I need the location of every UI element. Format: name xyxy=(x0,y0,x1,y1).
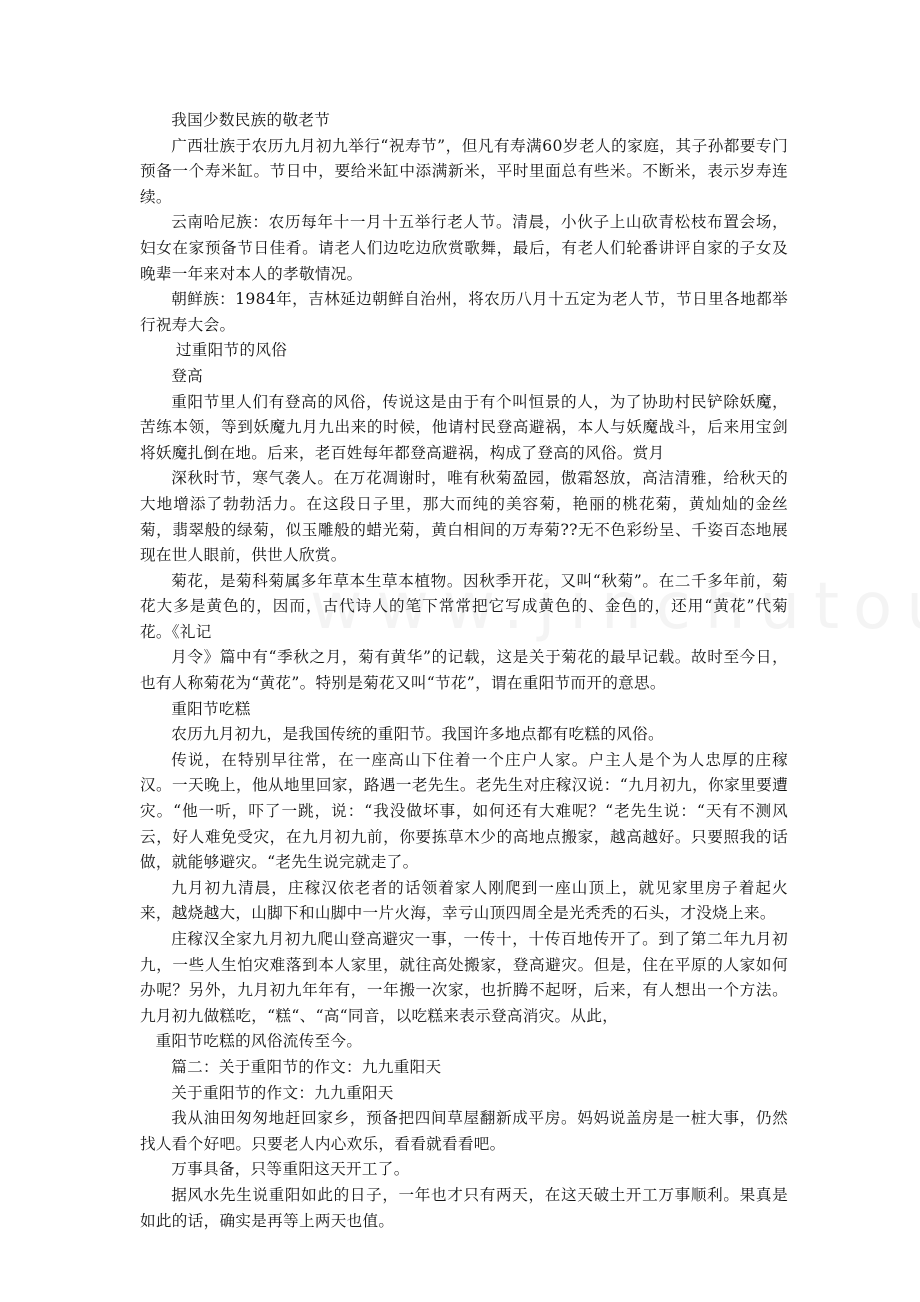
paragraph-custom-continues: 重阳节吃糕的风俗流传至今。 xyxy=(155,1032,363,1051)
paragraph-ninth-day: 农历九月初九，是我国传统的重阳节。我国许多地点都有吃糕的风俗。 xyxy=(171,725,664,744)
paragraph-hani: 云南哈尼族：农历每年十一月十五举行老人节。清晨，小伙子上山砍青松枝布置会场，妇女在家预备节日佳肴。请老人们边吃边欣赏歌舞，最后，有老人们轮番讲评自家的子女及晚辈一年来对本人的孝敬情况。 xyxy=(140,213,788,283)
paragraph-chrysanthemum-season: 深秋时节，寒气袭人。在万花凋谢时，唯有秋菊盈园，傲霜怒放，高洁清雅，给秋天的大地增添了勃勃活力。在这段日子里，那大而纯的美容菊，艳丽的桃花菊，黄灿灿的金丝菊，翡翠般的绿菊，似玉雕般的蜡光菊，黄白相间的万寿菊??无不色彩纷呈、千姿百态地展现在世人眼前，供世人欣赏。 xyxy=(140,469,788,565)
paragraph-ready: 万事具备，只等重阳这天开工了。 xyxy=(171,1160,410,1179)
heading-minority-respect-festivals: 我国少数民族的敬老节 xyxy=(171,111,331,129)
document-body xyxy=(140,108,788,1234)
paragraph-yueling: 月令》篇中有“季秋之月，菊有黄华”的记载，这是关于菊花的最早记载。故时至今日，也有人称菊花为“黄花”。特别是菊花又叫“节花”，谓在重阳节而开的意思。 xyxy=(140,648,788,693)
paragraph-fengshui: 据风水先生说重阳如此的日子，一年也才只有两天，在这天破土开工万事顺利。果真是如此的话，确实是再等上两天也值。 xyxy=(140,1185,788,1230)
paragraph-spread: 庄稼汉全家九月初九爬山登高避灾一事，一传十，十传百地传开了。到了第二年九月初九，一些人生怕灾难落到本人家里，就往高处搬家，登高避灾。但是，住在平原的人家如何办呢？另外，九月初九年年有，一年搬一次家，也折腾不起呀，后来，有人想出一个方法。九月初九做糕吃，“糕“、“高“同音，以吃糕来表示登高消灾。从此， xyxy=(140,930,788,1025)
paragraph-zhuang: 广西壮族于农历九月初九举行“祝寿节”，但凡有寿满60岁老人的家庭，其子孙都要专门预备一个寿米缸。节日中，要给米缸中添满新米，平时里面总有些米。不断米，表示岁寿连续。 xyxy=(140,136,788,206)
paragraph-korean: 朝鲜族：1984年，吉林延边朝鲜自治州，将农历八月十五定为老人节，节日里各地都举行祝寿大会。 xyxy=(140,290,788,334)
heading-eating-cake: 重阳节吃糕 xyxy=(171,699,251,718)
paragraph-legend-farmer: 传说，在特别早往常，在一座高山下住着一个庄户人家。户主人是个为人忠厚的庄稼汉。一天晚上，他从地里回家，路遇一老先生。老先生对庄稼汉说：“九月初九，你家里要遭灾。“他一听，吓了一跳，说：“我没做坏事，如何还有大难呢？“老先生说：“天有不测风云，好人难免受灾，在九月初九前，你要拣草木少的高地点搬家，越高越好。只要照我的话做，就能够避灾。“老先生说完就走了。 xyxy=(140,750,788,872)
paragraph-return-home: 我从油田匆匆地赶回家乡，预备把四间草屋翻新成平房。妈妈说盖房是一桩大事，仍然找人看个好吧。只要老人内心欢乐，看看就看看吧。 xyxy=(140,1109,788,1153)
heading-essay-title: 关于重阳节的作文：九九重阳天 xyxy=(171,1083,394,1102)
paragraph-fire: 九月初九清晨，庄稼汉依老者的话领着家人刚爬到一座山顶上，就见家里房子着起火来，越烧越大，山脚下和山脚中一片火海，幸亏山顶四周全是光秃秃的石头，才没烧上来。 xyxy=(140,878,788,923)
heading-part-two: 篇二：关于重阳节的作文：九九重阳天 xyxy=(171,1057,442,1076)
paragraph-chrysanthemum-intro: 菊花，是菊科菊属多年草本生草本植物。因秋季开花，又叫“秋菊”。在二千多年前，菊花大多是黄色的，因而，古代诗人的笔下常常把它写成黄色的、金色的，还用“黄花”代菊花。《礼记 xyxy=(140,571,788,641)
paragraph-climbing-legend: 重阳节里人们有登高的风俗，传说这是由于有个叫恒景的人，为了协助村民铲除妖魔，苦练本领，等到妖魔九月九出来的时候，他请村民登高避祸，本人与妖魔战斗，后来用宝剑将妖魔扎倒在地。后来，老百姓每年都登高避祸，构成了登高的风俗。赏月 xyxy=(140,392,788,462)
heading-chongyang-customs: 过重阳节的风俗 xyxy=(175,341,288,360)
heading-climbing: 登高 xyxy=(171,366,203,385)
